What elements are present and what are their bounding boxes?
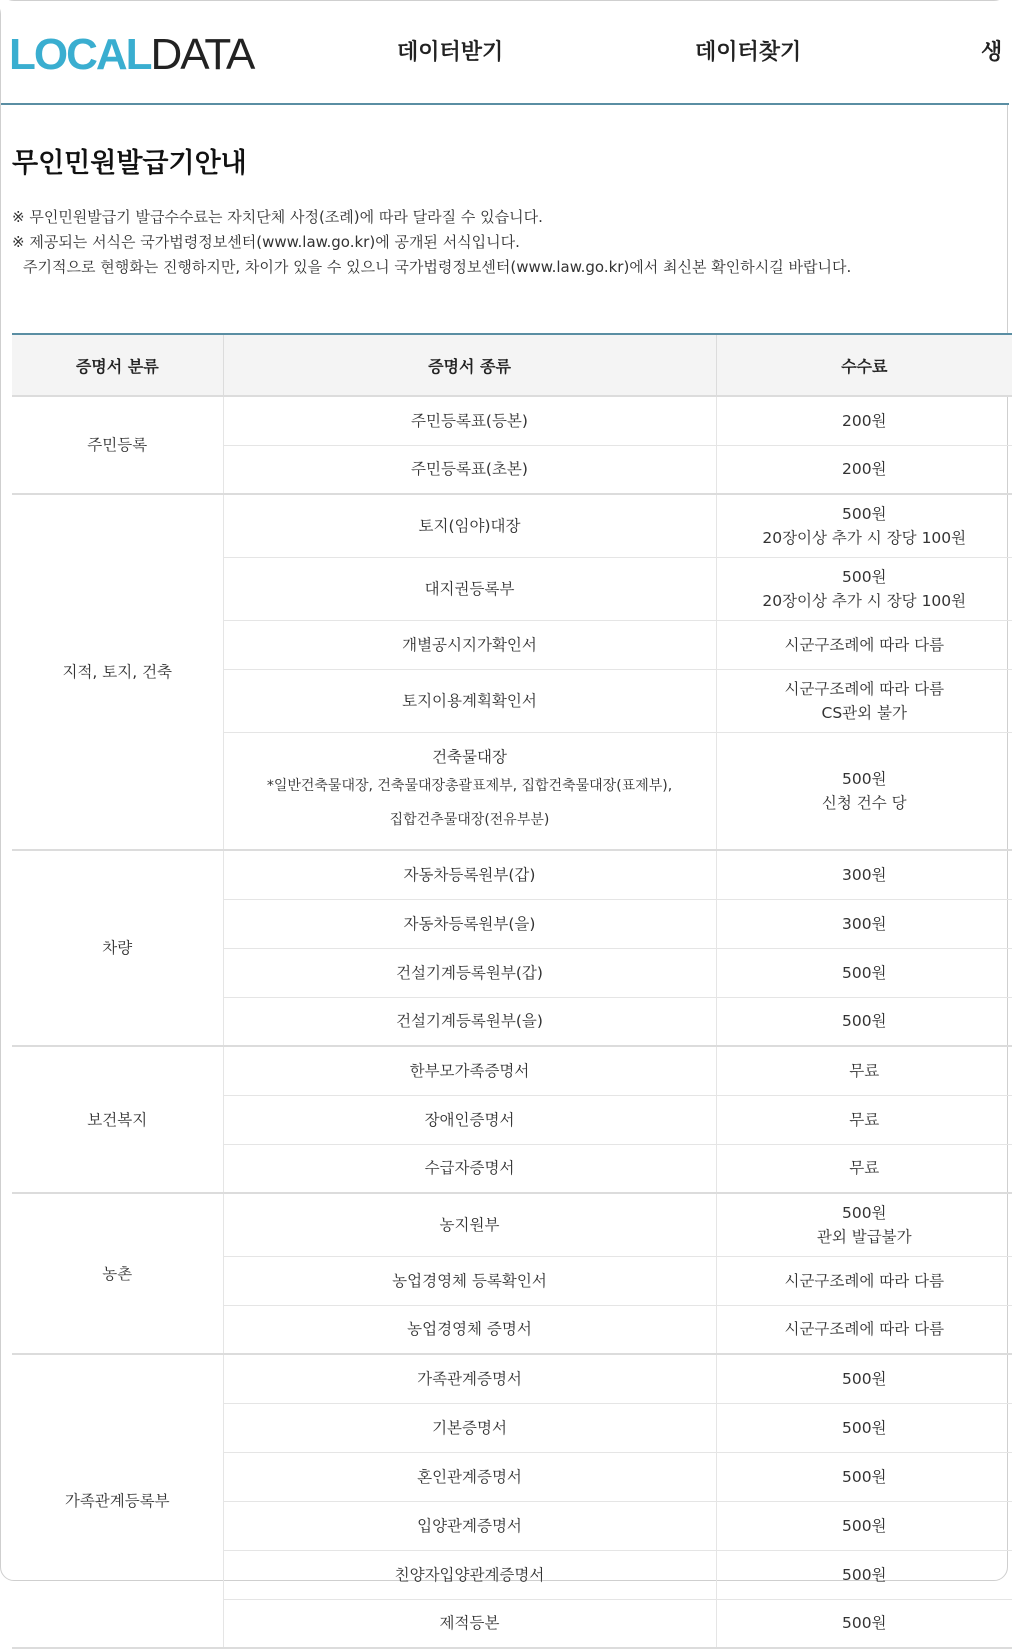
certificate-name-cell (223, 669, 716, 732)
category-cell: 주민등록 (12, 396, 223, 494)
nav-next-menu[interactable]: 생 (981, 40, 1003, 65)
table-row (12, 1046, 1012, 1095)
notice-line-2: ※ 제공되는 서식은 국가법령정보센터(www.law.go.kr)에 공개된 서식입니다. (12, 233, 520, 251)
fee-cell (716, 1046, 1012, 1095)
table-row (12, 396, 1012, 445)
fee-cell (716, 948, 1012, 997)
table-row (12, 1193, 1012, 1256)
fee-value: 500원 (841, 769, 887, 788)
fee-cell (716, 850, 1012, 899)
fee-value: CS관외 불가 (821, 703, 907, 722)
certificate-name-cell (223, 1354, 716, 1403)
certificate-name: 입양관계증명서 (417, 1516, 522, 1535)
certificate-name-cell (223, 1403, 716, 1452)
logo-data-text: DATA (150, 30, 254, 79)
fee-value: 500원 (841, 1369, 887, 1388)
fee-cell (716, 396, 1012, 445)
certificate-name: 건설기계등록원부(을) (396, 1012, 543, 1031)
certificate-name: 제적등본 (439, 1614, 500, 1633)
logo-local-text: LOCAL (9, 30, 151, 79)
fee-cell (716, 732, 1012, 850)
certificate-name: 농지원부 (439, 1215, 500, 1234)
fee-cell (716, 899, 1012, 948)
certificate-name-cell (223, 1501, 716, 1550)
fee-table (12, 333, 1012, 1649)
fee-cell (716, 620, 1012, 669)
certificate-name: 대지권등록부 (424, 579, 515, 598)
fee-table-body (12, 396, 1012, 1648)
certificate-name-cell (223, 396, 716, 445)
fee-value: 시군구조례에 따라 다름 (784, 635, 945, 654)
fee-value: 관외 발급불가 (816, 1227, 912, 1246)
certificate-name-cell (223, 732, 716, 850)
certificate-name: 자동차등록원부(을) (403, 914, 536, 933)
certificate-subnote: 집합건추물대장(전유부분) (389, 811, 550, 828)
certificate-name: 수급자증명서 (424, 1159, 515, 1178)
category-cell: 지적, 토지, 건축 (12, 494, 223, 850)
fee-value: 시군구조례에 따라 다름 (784, 679, 945, 698)
fee-cell (716, 669, 1012, 732)
certificate-subnote: *일반건축물대장, 건축물대장총괄표제부, 집합건축물대장(표제부), (266, 777, 673, 794)
certificate-name-cell (223, 1550, 716, 1599)
notice-line-1: ※ 무인민원발급기 발급수수료는 자치단체 사정(조례)에 따라 달라질 수 있습니다. (12, 208, 543, 226)
certificate-name-cell (223, 1095, 716, 1144)
fee-cell (716, 1256, 1012, 1305)
table-row (12, 494, 1012, 557)
nav-data-search[interactable]: 데이터찾기 (695, 40, 802, 65)
header-certificate-type: 증명서 종류 (223, 334, 716, 396)
category-cell: 보건복지 (12, 1046, 223, 1193)
certificate-name-cell (223, 1305, 716, 1354)
fee-cell (716, 1095, 1012, 1144)
fee-value: 시군구조례에 따라 다름 (784, 1271, 945, 1290)
localdata-logo[interactable] (9, 31, 253, 79)
fee-value: 200원 (841, 411, 887, 430)
certificate-name: 자동차등록원부(갑) (403, 865, 536, 884)
certificate-name: 주민등록표(등본) (411, 411, 528, 430)
fee-cell (716, 1452, 1012, 1501)
certificate-name: 장애인증명서 (424, 1110, 515, 1129)
fee-value: 300원 (841, 914, 887, 933)
fee-value: 시군구조례에 따라 다름 (784, 1320, 945, 1339)
nav-data-download[interactable]: 데이터받기 (397, 40, 504, 65)
certificate-name: 가족관계증명서 (417, 1369, 522, 1388)
certificate-name: 건축물대장 (432, 747, 507, 766)
fee-cell (716, 1501, 1012, 1550)
certificate-name: 주민등록표(초본) (411, 460, 528, 479)
fee-value: 500원 (841, 1467, 887, 1486)
certificate-name-cell (223, 899, 716, 948)
certificate-name: 농업경영체 등록확인서 (392, 1271, 547, 1290)
fee-table-container (12, 333, 1012, 1649)
fee-cell (716, 1550, 1012, 1599)
category-cell: 가족관계등록부 (12, 1354, 223, 1648)
fee-value: 500원 (841, 1614, 887, 1633)
fee-value: 200원 (841, 460, 887, 479)
certificate-name-cell (223, 557, 716, 620)
fee-cell (716, 1403, 1012, 1452)
fee-value: 500원 (841, 567, 887, 586)
certificate-name: 혼인관계증명서 (417, 1467, 522, 1486)
notice-line-3: 주기적으로 현행화는 진행하지만, 차이가 있을 수 있으니 국가법령정보센터(www.law.go.kr)에서 최신본 확인하시길 바랍니다. (23, 258, 852, 276)
fee-cell (716, 494, 1012, 557)
certificate-name: 개별공시지가확인서 (402, 635, 537, 654)
certificate-name-cell (223, 494, 716, 557)
site-header (1, 1, 1009, 105)
certificate-name-cell (223, 1452, 716, 1501)
fee-value: 500원 (841, 1418, 887, 1437)
table-row (12, 850, 1012, 899)
fee-value: 300원 (841, 865, 887, 884)
fee-value: 500원 (841, 1565, 887, 1584)
header-category: 증명서 분류 (12, 334, 223, 396)
fee-value: 20장이상 추가 시 장당 100원 (762, 528, 967, 547)
certificate-name-cell (223, 997, 716, 1046)
category-cell: 농촌 (12, 1193, 223, 1354)
certificate-name: 기본증명서 (432, 1418, 507, 1437)
fee-cell (716, 445, 1012, 494)
fee-value: 무료 (849, 1159, 880, 1178)
fee-cell (716, 1193, 1012, 1256)
fee-value: 무료 (849, 1110, 880, 1129)
certificate-name: 토지이용계획확인서 (402, 691, 537, 710)
fee-cell (716, 557, 1012, 620)
certificate-name: 토지(임야)대장 (418, 516, 521, 535)
fee-value: 500원 (841, 963, 887, 982)
certificate-name-cell (223, 1256, 716, 1305)
category-cell: 차량 (12, 850, 223, 1046)
fee-cell (716, 1144, 1012, 1193)
certificate-name-cell (223, 1046, 716, 1095)
table-row (12, 1354, 1012, 1403)
fee-cell (716, 1599, 1012, 1648)
notice-text (12, 205, 851, 280)
certificate-name: 농업경영체 증명서 (407, 1320, 532, 1339)
certificate-name-cell (223, 948, 716, 997)
fee-value: 500원 (841, 504, 887, 523)
fee-cell (716, 1305, 1012, 1354)
certificate-name: 친양자입양관계증명서 (394, 1565, 545, 1584)
header-fee: 수수료 (716, 334, 1012, 396)
certificate-name-cell (223, 1144, 716, 1193)
certificate-name-cell (223, 445, 716, 494)
table-header-row (12, 334, 1012, 396)
fee-cell (716, 997, 1012, 1046)
fee-value: 500원 (841, 1012, 887, 1031)
fee-value: 500원 (841, 1203, 887, 1222)
certificate-name-cell (223, 620, 716, 669)
fee-value: 신청 건수 당 (821, 793, 907, 812)
certificate-name-cell (223, 1193, 716, 1256)
page-title: 무인민원발급기안내 (12, 148, 247, 179)
certificate-name: 한부모가족증명서 (409, 1061, 530, 1080)
fee-value: 20장이상 추가 시 장당 100원 (762, 591, 967, 610)
certificate-name: 건설기계등록원부(갑) (396, 963, 543, 982)
certificate-name-cell (223, 850, 716, 899)
fee-value: 500원 (841, 1516, 887, 1535)
certificate-name-cell (223, 1599, 716, 1648)
fee-value: 무료 (849, 1061, 880, 1080)
fee-cell (716, 1354, 1012, 1403)
